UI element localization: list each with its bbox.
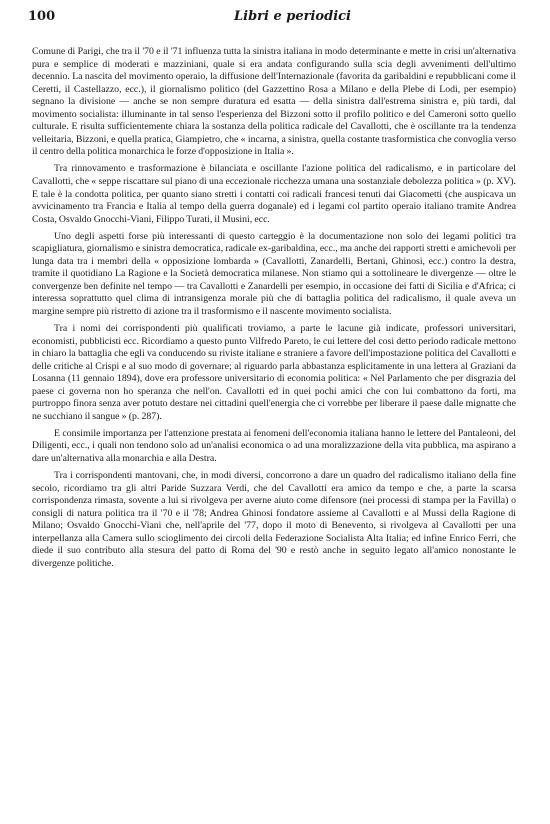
paragraph-4: Tra i nomi dei corrispondenti più qualificati troviamo, a parte le lacune già indicate, professori universitari, economisti, pubblicisti ecc. Ricordiamo a questo punto Vilfredo Pareto, le cui lettere del così detto periodo radicale mettono in chiaro la battaglia che egli va conducendo su riviste italiane e straniere a favore dell'impostazione politica del Cavallotti e delle critiche al Crispi e al suo modo di governare; al riguardo parla abbastanza esplicitamente in una lettera al Graziani da Losanna (11 gennaio 1894), dove era professore universitario di economia politica: « Nel Parlamento che per disgrazia del paese ci governa non ho speranza che nell'on. Cavallotti ed in quei pochi amici che con lui combattono da forti, ma purtroppo finora senza aver potuto destare nei cittadini quell'energia che ci vorrebbe per liberare il paese dalle mignatte che ne succhiano il sangue » (p. 287). <box>32 322 516 422</box>
paragraph-2: Tra rinnovamento e trasformazione è bilanciata e oscillante l'azione politica del radicalismo, e in particolare del Cavallotti, che « seppe riscattare sul piano di una eccezionale ricchezza umana una sostanziale debolezza politica » (p. XV). E tale è la condotta politica, per quanto siano stretti i contatti coi radicali francesi tenuti dai Giacometti (che auspicava un avvicinamento tra Francia e Italia al tempo della guerra doganale) ed i legami col partito operaio italiano tramite Andrea Costa, Osvaldo Gnocchi-Viani, Filippo Turati, il Musini, ecc. <box>32 163 516 225</box>
paragraph-6: Tra i corrispondenti mantovani, che, in modi diversi, concorrono a dare un quadro del radicalismo italiano della fine secolo, ricordiamo tra gli altri Paride Suzzara Verdi, che del Cavallotti era amico da tempo e che, a parte la scarsa corrispondenza rimasta, sovente a lui si rivolgeva per averne aiuto come difensore (nei processi di stampa per la Favilla) o consigli di natura politica tra il '70 e il '78; Andrea Ghinosi fondatore assieme al Cavallotti e al Mussi della Ragione di Milano; Osvaldo Gnocchi-Viani che, nell'aprile del '77, dopo il moto di Benevento, si rivolgeva al Cavallotti per una interpellanza alla Camera sullo scioglimento dei circoli della Federazione Socialista Alta Italia; ed infine Enrico Ferri, che diede il suo contributo alla stesura del patto di Roma del '90 e restò anche in seguito legato all'amico nonostante le divergenze politiche. <box>32 470 516 569</box>
paragraph-1: Comune di Parigi, che tra il '70 e il '71 influenza tutta la sinistra italiana in modo determinante e mette in crisi un'alternativa pura e semplice di moderati e mazziniani, quale si era andata configurando sulla scia degli avvenimenti dell'ultimo decennio. La nascita del movimento operaio, la diffusione dell'Internazionale (favorita da garibaldini e repubblicani come il Ceretti, il Castellazzo, ecc.), il giornalismo politico (del Gazzettino Rosa a Milano e della Plebe di Lodi, per esempio) segnano la divisione — anche se non sempre duratura ed esatta — della sinistra dall'estrema sinistra e, più tardi, dal movimento socialista: illuminante in tal senso l'esperienza del Bizzoni sotto il profilo politico e del Cameroni sotto quello culturale. E risulta sufficientemente chiara la sostanza della politica radicale del Cavallotti, che è oscillante tra la tendenza velleitaria, Bizzoni, e quella pratica, Giampietro, che « incarna, a sinistra, quella costante trasformistica che convoglia verso il centro della politica monarchica le forze d'opposizione in Italia ». <box>32 46 516 158</box>
paragraph-5: E consimile importanza per l'attenzione prestata ai fenomeni dell'economia italiana hanno le lettere del Pantaleoni, del Diligenti, ecc., i quali non tendono solo ad un'analisi economica o ad una moralizzazione della vita pubblica, ma aspirano a dare un'alternativa alla monarchia e alla Destra. <box>32 427 516 464</box>
page-number: 100 <box>28 9 56 24</box>
running-title: Libri e periodici <box>234 9 351 24</box>
paragraph-3: Uno degli aspetti forse più interessanti di questo carteggio è la documentazione non solo dei legami politici tra scapigliatura, giornalismo e sinistra democratica, radicale ex-garibaldina, ecc., ma anche dei rapporti stretti e amichevoli per lunga data tra i membri della « opposizione lombarda » (Cavallotti, Zanardelli, Bertani, Ghinosi, ecc.) contro la destra, tramite il quotidiano La Ragione e la Società democratica milanese. Non stiamo qui a sottolineare le divergenze — oltre le convergenze ben definite nel tempo — tra Cavallotti e Zanardelli per esempio, in occasione dei fatti di Sicilia e d'Africa; ci interessa soprattutto quel clima di intransigenza morale più che di battaglia politica del radicalismo, il quale aveva un margine sempre più ristretto di azione tra il trasformismo e il nascente movimento socialista. <box>32 230 516 317</box>
body-text <box>32 46 516 570</box>
page-header <box>28 9 508 29</box>
